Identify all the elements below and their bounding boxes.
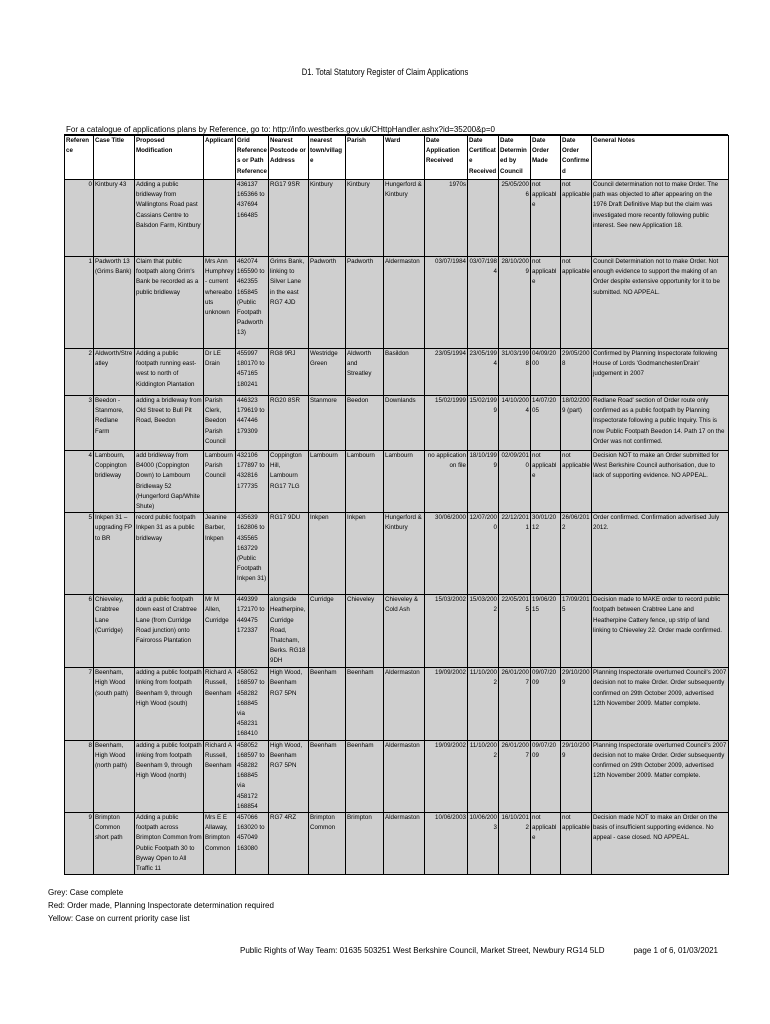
table-cell: RG8 9RJ — [269, 349, 309, 396]
table-cell: Richard A Russell, Beenham — [204, 740, 236, 812]
table-cell: Aldworth and Streatley — [346, 349, 384, 396]
table-cell: 09/07/2009 — [531, 740, 561, 812]
table-cell: 03/07/1984 — [425, 257, 468, 349]
table-cell: Basildon — [384, 349, 425, 396]
table-row — [65, 451, 729, 513]
table-cell: Beenham — [309, 740, 346, 812]
table-cell: Aldermaston — [384, 813, 425, 875]
table-cell: Mrs Ann Humphrey - current whereabouts unknown — [204, 257, 236, 349]
column-header: Date Order Confirmed — [561, 136, 592, 180]
table-cell: 432106 177897 to 432816 177735 — [236, 451, 269, 513]
table-cell: Planning Inspectorate overturned Council's 2007 decision not to make Order. Order subsequently confirmed on 29th October 2009, advertised 12th November 2009. Matter complete. — [592, 740, 729, 812]
table-cell: 9 — [65, 813, 94, 875]
column-header: Parish — [346, 136, 384, 180]
table-cell: 19/06/2015 — [531, 595, 561, 668]
table-row — [65, 180, 729, 257]
table-cell: 458052 168597 to 458282 168845 via 458231 168410 — [236, 668, 269, 740]
table-cell: 15/02/1999 — [425, 396, 468, 451]
table-cell: alongside Heatherpine, Curridge Road, Thatcham, Berks. RG18 9DH — [269, 595, 309, 668]
table-cell: Jeanine Barber, Inkpen — [204, 513, 236, 595]
register-table — [64, 135, 729, 875]
table-cell — [204, 180, 236, 257]
table-cell: Beenham — [346, 668, 384, 740]
table-cell: Aldermaston — [384, 740, 425, 812]
table-cell: Brimpton Common short path — [94, 813, 135, 875]
table-cell: RG7 4RZ — [269, 813, 309, 875]
table-cell: 23/05/1994 — [468, 349, 499, 396]
table-cell: 17/09/2015 — [561, 595, 592, 668]
table-row — [65, 396, 729, 451]
table-cell: Mr M Allen, Curridge — [204, 595, 236, 668]
table-cell: Lambourn — [384, 451, 425, 513]
table-cell: Adding a public footpath across Brimpton Common from Public Footpath 30 to Byway Open to All Traffic 11 — [135, 813, 204, 875]
table-cell: 02/09/2010 — [499, 451, 531, 513]
table-cell: 18/02/2009 (part) — [561, 396, 592, 451]
table-cell: not applicable — [561, 257, 592, 349]
table-cell: 0 — [65, 180, 94, 257]
column-header: Reference — [65, 136, 94, 180]
table-cell: Downlands — [384, 396, 425, 451]
table-cell: 8 — [65, 740, 94, 812]
table-cell: 15/03/2002 — [468, 595, 499, 668]
footer-contact: Public Rights of Way Team: 01635 503251 West Berkshire Council, Market Street, Newbury RG14 5LD — [240, 946, 605, 955]
table-row — [65, 513, 729, 595]
table-cell: Coppington Hill, Lambourn RG17 7LG — [269, 451, 309, 513]
table-cell: Claim that public footpath along Grim's Bank be recorded as a public bridleway — [135, 257, 204, 349]
table-cell: 15/02/1999 — [468, 396, 499, 451]
table-cell: Adding a public footpath running east-west to north of Kiddington Plantation — [135, 349, 204, 396]
table-cell: Beenham, High Wood (south path) — [94, 668, 135, 740]
table-cell: 7 — [65, 668, 94, 740]
legend-grey: Grey: Case complete — [48, 888, 124, 897]
column-header: Date Order Made — [531, 136, 561, 180]
table-cell: Order confirmed. Confirmation advertised July 2012. — [592, 513, 729, 595]
table-cell: Council determination not to make Order. The path was objected to after appearing on the 1976 Draft Definitive Map but the claim was investigated more recently following public interest. See new Application 18. — [592, 180, 729, 257]
table-cell: Padworth 13 (Grims Bank) — [94, 257, 135, 349]
table-cell: Decision made NOT to make an Order on the basis of insufficient supporting evidence. No appeal - case closed. NO APPEAL. — [592, 813, 729, 875]
table-cell: 436137 165366 to 437694 166485 — [236, 180, 269, 257]
table-cell: 2 — [65, 349, 94, 396]
table-cell: Council Determination not to make Order. Not enough evidence to support the making of an Order despite extensive opportunity for it to be submitted. NO APPEAL. — [592, 257, 729, 349]
page-number: page 1 of 6, 01/03/2021 — [633, 946, 718, 955]
table-cell: not applicable — [531, 813, 561, 875]
table-cell: RG20 8SR — [269, 396, 309, 451]
header-row — [65, 136, 729, 180]
table-cell: 457066 163020 to 457049 163080 — [236, 813, 269, 875]
table-cell: 11/10/2002 — [468, 668, 499, 740]
table-cell: Adding a public bridleway from Wallingtons Road past Cassians Centre to Balsdon Farm, Kintbury — [135, 180, 204, 257]
page-title: D1. Total Statutory Register of Claim Applications — [301, 67, 469, 77]
table-cell: 14/10/2004 — [499, 396, 531, 451]
table-cell: add a public footpath down east of Crabtree Lane (from Curridge Road junction) onto Fairoross Plantation — [135, 595, 204, 668]
table-cell: Beenham, High Wood (north path) — [94, 740, 135, 812]
table-row — [65, 813, 729, 875]
table-cell: RG17 9DU — [269, 513, 309, 595]
table-cell: Brimpton — [346, 813, 384, 875]
table-cell: Hungerford & Kintbury — [384, 513, 425, 595]
table-cell: Hungerford & Kintbury — [384, 180, 425, 257]
table-cell: 28/10/2009 — [499, 257, 531, 349]
table-cell: Beedon - Stanmore, Redlane Farm — [94, 396, 135, 451]
table-cell: Beedon — [346, 396, 384, 451]
table-cell: 16/10/2012 — [499, 813, 531, 875]
column-header: Case Title — [94, 136, 135, 180]
table-cell: Planning Inspectorate overturned Council's 2007 decision not to make Order. Order subsequently confirmed on 29th October 2009, advertised 12th November 2009. Matter complete. — [592, 668, 729, 740]
table-row — [65, 668, 729, 740]
table-row — [65, 257, 729, 349]
table-cell: Beenham — [346, 740, 384, 812]
table-cell: 19/09/2002 — [425, 668, 468, 740]
table-cell: High Wood, Beenham RG7 5PN — [269, 740, 309, 812]
table-row — [65, 740, 729, 812]
table-cell — [468, 180, 499, 257]
legend-yellow: Yellow: Case on current priority case list — [48, 914, 190, 923]
table-cell: not applicable — [561, 813, 592, 875]
column-header: Date Application Received — [425, 136, 468, 180]
table-cell: 30/06/2000 — [425, 513, 468, 595]
table-cell: Dr LE Drain — [204, 349, 236, 396]
catalogue-link-text: For a catalogue of applications plans by Reference, go to: http://info.westberks.gov.uk/CHttpHandler.ashx?id=35200&p=0 — [66, 125, 496, 134]
table-cell: 12/07/2000 — [468, 513, 499, 595]
table-cell: Chieveley, Crabtree Lane (Curridge) — [94, 595, 135, 668]
table-cell: not applicable — [561, 180, 592, 257]
table-cell: Stanmore — [309, 396, 346, 451]
table-cell: 462074 165590 to 462355 165845 (Public Footpath Padworth 13) — [236, 257, 269, 349]
table-cell: Confirmed by Planning Inspectorate following House of Lords 'Godmanchester/Drain' judgement in 2007 — [592, 349, 729, 396]
column-header: Date Determined by Council — [499, 136, 531, 180]
table-cell: Lambourn, Coppington bridleway — [94, 451, 135, 513]
table-cell: Aldermaston — [384, 668, 425, 740]
column-header: Proposed Modification — [135, 136, 204, 180]
legend — [48, 886, 274, 925]
table-cell: Padworth — [346, 257, 384, 349]
table-cell: Parish Clerk, Beedon Parish Council — [204, 396, 236, 451]
column-header: Nearest Postcode or Address — [269, 136, 309, 180]
table-cell: 1970s — [425, 180, 468, 257]
table-cell: 11/10/2002 — [468, 740, 499, 812]
table-cell: no application on file — [425, 451, 468, 513]
table-row — [65, 349, 729, 396]
table-cell: 26/01/2007 — [499, 740, 531, 812]
table-cell: Redlane Road' section of Order route only confirmed as a public footpath by Planning Inspectorate following a public Inquiry. This is now Public Footpath Beedon 14. Path 17 on the Order was not confirmed. — [592, 396, 729, 451]
table-cell: 23/05/1994 — [425, 349, 468, 396]
table-cell: 10/06/2003 — [425, 813, 468, 875]
table-cell: Chieveley & Cold Ash — [384, 595, 425, 668]
table-cell: Inkpen — [309, 513, 346, 595]
table-cell: 446323 179619 to 447446 179309 — [236, 396, 269, 451]
table-cell: 29/10/2009 — [561, 740, 592, 812]
table-cell: 29/05/2008 — [561, 349, 592, 396]
table-cell: Curridge — [309, 595, 346, 668]
table-cell: 5 — [65, 513, 94, 595]
table-cell: 19/09/2002 — [425, 740, 468, 812]
legend-red: Red: Order made, Planning Inspectorate determination required — [48, 901, 274, 910]
column-header: Applicant — [204, 136, 236, 180]
table-cell: add bridleway from B4000 (Coppington Down) to Lambourn Bridleway 52 (Hungerford Gap/White Shute) — [135, 451, 204, 513]
column-header: nearest town/village — [309, 136, 346, 180]
table-cell: 31/03/1998 — [499, 349, 531, 396]
table-cell: 14/07/2005 — [531, 396, 561, 451]
table-cell: adding a bridleway from Old Street to Bull Pit Road, Beedon — [135, 396, 204, 451]
table-cell: 04/09/2000 — [531, 349, 561, 396]
column-header: Grid References or Path Reference — [236, 136, 269, 180]
table-cell: 15/03/2002 — [425, 595, 468, 668]
table-cell: Kintbury 43 — [94, 180, 135, 257]
table-cell: Brimpton Common — [309, 813, 346, 875]
table-cell: Kintbury — [346, 180, 384, 257]
column-header: Date Certificate Received — [468, 136, 499, 180]
table-cell: adding a public footpath linking from footpath Beenham 9, through High Wood (south) — [135, 668, 204, 740]
table-cell: 435639 162806 to 435565 163729 (Public Footpath Inkpen 31) — [236, 513, 269, 595]
column-header: General Notes — [592, 136, 729, 180]
table-cell: Grims Bank, linking to Silver Lane in the east RG7 4JD — [269, 257, 309, 349]
table-cell: Inkpen 31 – upgrading FP to BR — [94, 513, 135, 595]
table-cell: 29/10/2009 — [561, 668, 592, 740]
table-cell: 458052 168597 to 458282 168845 via 458172 168854 — [236, 740, 269, 812]
table-cell: Lambourn — [309, 451, 346, 513]
table-cell: High Wood, Beenham RG7 5PN — [269, 668, 309, 740]
table-cell: not applicable — [561, 451, 592, 513]
table-cell: 25/05/2006 — [499, 180, 531, 257]
table-cell: 1 — [65, 257, 94, 349]
table-cell: Westridge Green — [309, 349, 346, 396]
column-header: Ward — [384, 136, 425, 180]
table-cell: not applicable — [531, 451, 561, 513]
table-cell: 09/07/2009 — [531, 668, 561, 740]
table-cell: Beenham — [309, 668, 346, 740]
table-cell: 6 — [65, 595, 94, 668]
table-cell: 22/12/2011 — [499, 513, 531, 595]
table-cell: not applicable — [531, 180, 561, 257]
table-cell: Padworth — [309, 257, 346, 349]
table-cell: Richard A Russell, Beenham — [204, 668, 236, 740]
table-cell: Kintbury — [309, 180, 346, 257]
table-cell: 449399 172170 to 449475 172337 — [236, 595, 269, 668]
table-cell: not applicable — [531, 257, 561, 349]
table-cell: Aldworth/Streatley — [94, 349, 135, 396]
table-cell: Decision NOT to make an Order submitted for West Berkshire Council authorisation, due to lack of supporting evidence. NO APPEAL. — [592, 451, 729, 513]
table-cell: adding a public footpath linking from footpath Beenham 9, through High Wood (north) — [135, 740, 204, 812]
table-cell: 10/06/2003 — [468, 813, 499, 875]
table-cell: 30/01/2012 — [531, 513, 561, 595]
table-cell: RG17 9SR — [269, 180, 309, 257]
table-cell: 26/01/2007 — [499, 668, 531, 740]
table-cell: 4 — [65, 451, 94, 513]
table-cell: record public footpath Inkpen 31 as a public bridleway — [135, 513, 204, 595]
table-cell: 455997 180170 to 457165 180241 — [236, 349, 269, 396]
table-cell: Lambourn Parish Council — [204, 451, 236, 513]
table-cell: 26/06/2012 — [561, 513, 592, 595]
table-cell: Mrs E E Allaway, Brimpton Common — [204, 813, 236, 875]
table-row — [65, 595, 729, 668]
table-cell: Aldermaston — [384, 257, 425, 349]
table-cell: 18/10/1999 — [468, 451, 499, 513]
table-cell: Inkpen — [346, 513, 384, 595]
table-cell: 03/07/1984 — [468, 257, 499, 349]
table-cell: Decision made to MAKE order to record public footpath between Crabtree Lane and Heatherpine Cattery fence, up strip of land linking to Chieveley 22. Order made confirmed. — [592, 595, 729, 668]
table-cell: Chieveley — [346, 595, 384, 668]
table-cell: Lambourn — [346, 451, 384, 513]
table-cell: 3 — [65, 396, 94, 451]
table-cell: 22/05/2015 — [499, 595, 531, 668]
